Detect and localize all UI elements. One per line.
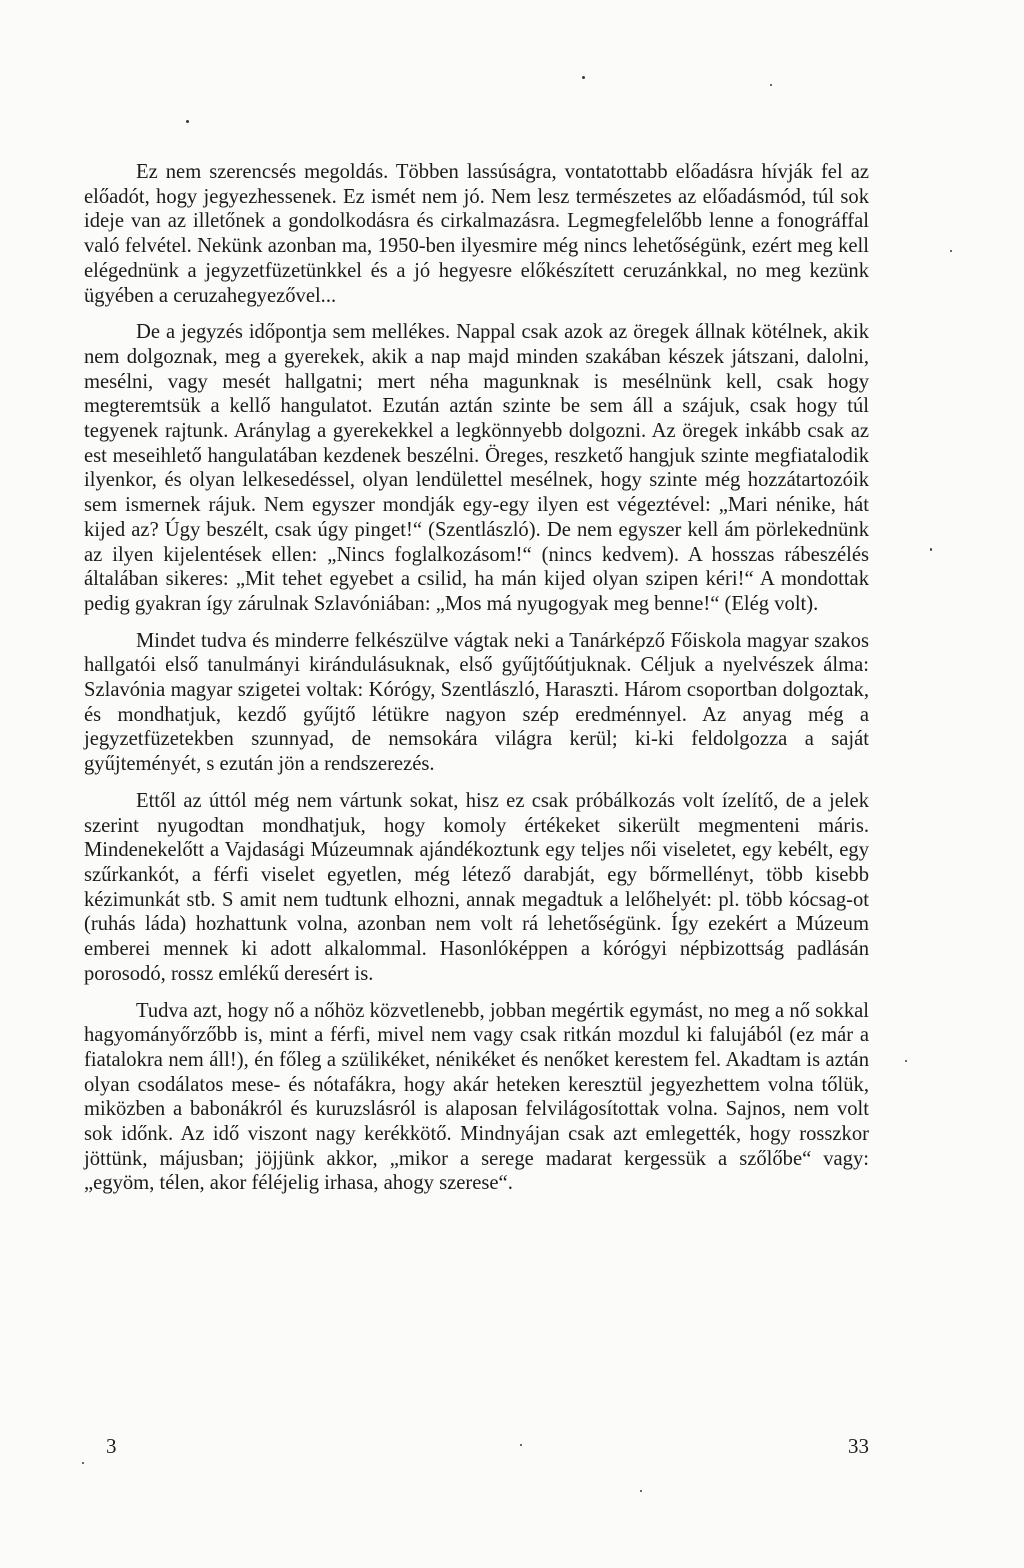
- page-number: 33: [848, 1434, 869, 1458]
- scan-speck: [82, 1462, 84, 1464]
- paragraph-4: Ettől az úttól még nem vártunk sokat, hisz ez csak próbálkozás volt ízelítő, de a jelek szerint nyugodtan mondhatjuk, hogy komoly értékeket sikerült megmenteni máris. Mindenekelőtt a Vajdasági Múzeumnak ajándékoztunk egy teljes női viseletet, egy kebélt, egy szűrkankót, a férfi viselet egyetlen, még létező darabját, egy bőrmellényt, több kisebb kézimunkát stb. S amit nem tudtunk elhozni, annak megadtuk a lelőhelyét: pl. több kócsag-ot (ruhás láda) hozhattunk volna, azonban nem volt rá lehetőségünk. Így ezekért a Múzeum emberei mennek ki adott alkalommal. Hasonlóképpen a kórógyi népbizottság padlásán porosodó, rossz emlékű deresért is.: [84, 789, 869, 985]
- paragraph-5: Tudva azt, hogy nő a nőhöz közvetlenebb, jobban megértik egymást, no meg a nő sokkal hagyományőrzőbb is, mint a férfi, mivel nem vagy csak ritkán mozdul ki falujából (ez már a fiatalokra nem áll!), én főleg a szülikéket, nénikéket és nenőket kerestem fel. Akadtam is aztán olyan csodálatos mese- és nótafákra, hogy akár heteken keresztül jegyezhettem volna tőlük, miközben a babonákról és kuruzslásról is alaposan felvilágosítottak volna. Sajnos, nem volt sok időnk. Az idő viszont nagy kerékkötő. Mindnyájan csak azt emlegették, hogy rosszkor jöttünk, májusban; jöjjünk akkor, „mikor a serege madarat kergessük a szőlőbe“ vagy: „egyöm, télen, akor féléjelig irhasa, ahogy szerese“.: [84, 999, 869, 1195]
- body-text: [84, 160, 869, 1196]
- scan-speck: [186, 120, 189, 123]
- scan-speck: [930, 548, 932, 551]
- paragraph-2: De a jegyzés időpontja sem mellékes. Nappal csak azok az öregek állnak kötélnek, akik nem dolgoznak, meg a gyerekek, akik a nap majd minden szakában készek játszani, dalolni, mesélni, vagy mesét hallgatni; mert néha magunknak is mesélnünk kell, csak hogy megteremtsük a kellő hangulatot. Ezután aztán szinte be sem áll a szájuk, csak hogy túl tegyenek rajtunk. Aránylag a gyerekekkel a legkönnyebb dolgozni. Az öregek inkább csak az est meseihlető hangulatában kezdenek beszélni. Öreges, reszkető hangjuk szinte megfiatalodik ilyenkor, és olyan lelkesedéssel, olyan lendülettel mesélnek, hogy szinte még hozzátartozóik sem ismernek rájuk. Nem egyszer mondják egy-egy ilyen est végeztével: „Mari nénike, hát kijed az? Úgy beszélt, csak úgy pinget!“ (Szentlászló). De nem egyszer kell ám pörlekednünk az ilyen kijelentések ellen: „Nincs foglalkozásom!“ (nincs kedvem). A hosszas rábeszélés általában sikeres: „Mit tehet egyebet a csilid, ha mán kijed olyan szipen kéri!“ A mondottak pedig gyakran így zárulnak Szlavóniában: „Mos má nyugogyak meg benne!“ (Elég volt).: [84, 321, 869, 615]
- scan-speck: [950, 250, 952, 252]
- scan-speck: [770, 84, 772, 86]
- scan-speck: [640, 1490, 642, 1492]
- scan-speck: [905, 1060, 907, 1062]
- scan-speck: [582, 76, 585, 79]
- paragraph-1: Ez nem szerencsés megoldás. Többen lassúságra, vontatottabb előadásra hívják fel az előadót, hogy jegyezhessenek. Ez ismét nem jó. Nem lesz természetes az előadásmód, túl sok ideje van az illetőnek a gondolkodásra és cirkalmazásra. Legmegfelelőbb lenne a fonográffal való felvétel. Nekünk azonban ma, 1950-ben ilyesmire még nincs lehetőségünk, ezért meg kell elégednünk a jegyzetfüzetünkkel és a jó hegyesre előkészített ceruzánkkal, no meg kezünk ügyében a ceruzahegyezővel...: [84, 161, 869, 307]
- scan-speck: [520, 1444, 522, 1446]
- signature-mark: 3: [106, 1434, 117, 1458]
- page-footer: [84, 1434, 869, 1464]
- paragraph-3: Mindet tudva és minderre felkészülve vágtak neki a Tanárképző Főiskola magyar szakos hallgatói első tanulmányi kirándulásuknak, első gyűjtőútjuknak. Céljuk a nyelvészek álma: Szlavónia magyar szigetei voltak: Kórógy, Szentlászló, Haraszti. Három csoportban dolgoztak, és mondhatjuk, kezdő gyűjtő létükre nagyon szép eredménnyel. Az anyag még a jegyzetfüzetekben szunnyad, de nemsokára világra kerül; ki-ki feldolgozza a saját gyűjteményét, s ezután jön a rendszerezés.: [84, 629, 869, 776]
